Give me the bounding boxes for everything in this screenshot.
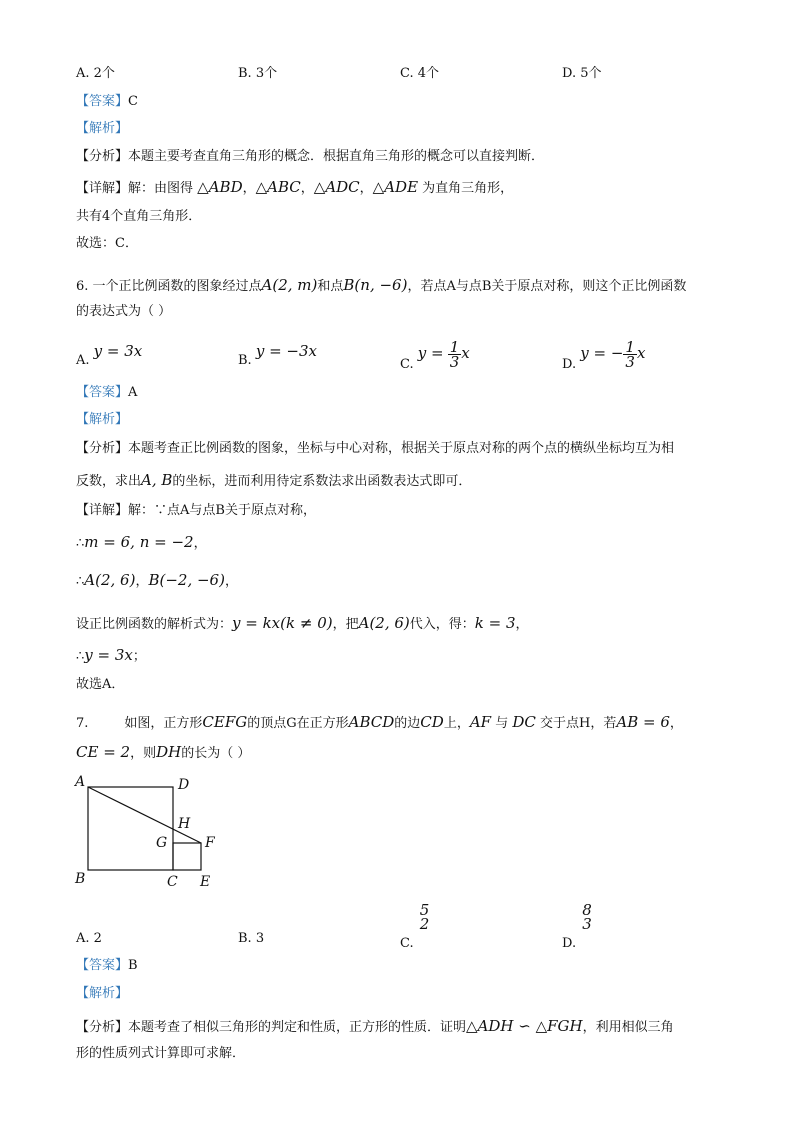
q7-square-abcd: ABCD <box>348 713 395 731</box>
q6-stem-b: ，若点A与点B关于原点对称，则这个正比例函数 <box>407 279 687 294</box>
q7-analysis-2: 形的性质列式计算即可求解． <box>76 1046 246 1061</box>
label-h: H <box>178 816 191 832</box>
label-f: F <box>205 835 215 851</box>
q6-option-c <box>400 338 470 372</box>
sep: ， <box>135 574 149 589</box>
q6-detail-5 <box>76 646 146 666</box>
q6-answer-line <box>76 384 137 402</box>
q6-point-b: B(n, −6) <box>343 276 408 294</box>
square-abcd <box>88 787 173 870</box>
q7-stem-2 <box>76 743 250 763</box>
option-label: C. <box>400 935 414 951</box>
q6-stem-1 <box>76 276 686 296</box>
q7-option-d-fraction <box>580 903 594 931</box>
option-label: A. <box>76 353 90 368</box>
q6-detail-4-k: k = 3 <box>474 614 516 632</box>
q7-stem-part: 上， <box>443 716 470 731</box>
q7-stem-part: 交于点H，若 <box>540 716 617 731</box>
analysis-tag: 【分析】 <box>76 1020 129 1035</box>
label-c: C <box>167 874 178 890</box>
q5-option-b: B. 3个 <box>238 66 278 81</box>
q7-answer: B <box>128 958 138 973</box>
q7-option-c <box>400 901 431 951</box>
detail-tag: 【详解】 <box>76 181 129 196</box>
denominator: 3 <box>582 915 592 933</box>
answer-tag: 【答案】 <box>76 958 129 973</box>
sep: ， <box>224 574 238 589</box>
q7-option-c-fraction <box>418 903 432 931</box>
q7-analysis-a-post: ，利用相似三角 <box>582 1020 674 1035</box>
q6-analysis-2 <box>76 471 471 491</box>
numerator: 5 <box>419 901 430 919</box>
q7-analysis-a-math: △ADH ∽ △FGH <box>466 1017 583 1035</box>
analysis-tag: 【分析】 <box>76 441 129 456</box>
label-e: E <box>200 874 211 890</box>
q5-detail <box>76 178 513 198</box>
sep: ， <box>669 716 683 731</box>
q7-option-b: B. 3 <box>238 931 265 946</box>
q6-detail-1 <box>76 502 316 520</box>
q6-detail-4-math: y = kx(k ≠ 0) <box>232 614 333 632</box>
sep: ； <box>132 649 146 664</box>
q7-analysis-a-pre: 本题考查了相似三角形的判定和性质，正方形的性质．证明 <box>128 1020 467 1035</box>
q5-count: 共有4个直角三角形． <box>76 209 202 224</box>
q6-analysis-b-post: 的坐标，进而利用待定系数法求出函数表达式即可． <box>172 474 472 489</box>
therefore-symbol: ∴ <box>76 574 85 589</box>
q5-answer: C <box>128 94 138 109</box>
q7-stem-part: 如图，正方形 <box>124 716 203 731</box>
q7-geometry-figure <box>70 770 230 890</box>
option-label: C. <box>400 357 414 372</box>
q5-triangle-adc: △ADC <box>313 178 360 196</box>
q6-detail-2-post: ， <box>193 536 207 551</box>
q6-detail-1-text: 解：∵点A与点B关于原点对称， <box>128 503 316 518</box>
q5-analysis <box>76 148 544 166</box>
q6-option-d-pre: y = − <box>580 344 624 362</box>
q6-option-c-fraction <box>448 340 462 369</box>
sep: ， <box>515 617 529 632</box>
option-label: D. <box>562 357 577 372</box>
denominator: 3 <box>449 353 460 371</box>
label-d: D <box>178 777 190 793</box>
label-a: A <box>75 774 86 790</box>
q6-option-a <box>76 342 143 370</box>
q6-option-b-math: y = −3x <box>255 342 317 360</box>
q5-triangle-ade: △ADE <box>372 178 419 196</box>
q6-analysis-a: 本题考查正比例函数的图象，坐标与中心对称，根据关于原点对称的两个点的横纵坐标均互为相 <box>128 441 675 456</box>
q6-analysis-b-math: A, B <box>141 471 173 489</box>
q7-stem-1 <box>76 713 683 733</box>
numerator: 1 <box>449 338 460 356</box>
q7-jiexi-tag: 【解析】 <box>76 986 129 1001</box>
numerator: 8 <box>582 901 592 919</box>
q5-triangle-abd: △ABD <box>197 178 243 196</box>
sep: ， <box>242 181 256 196</box>
q5-analysis-text: 本题主要考查直角三角形的概念．根据直角三角形的概念可以直接判断． <box>128 149 545 164</box>
q6-detail-3 <box>76 571 238 591</box>
q7-segment-dh: DH <box>156 743 182 761</box>
q6-detail-2-math: m = 6, n = −2 <box>84 533 194 551</box>
denominator: 2 <box>419 915 430 933</box>
label-b: B <box>75 871 86 887</box>
q7-square-cefg: CEFG <box>202 713 248 731</box>
q6-option-d-fraction <box>623 340 637 369</box>
q6-detail-5-math: y = 3x <box>84 646 133 664</box>
q6-option-b <box>238 342 317 370</box>
therefore-symbol: ∴ <box>76 536 85 551</box>
analysis-tag: 【分析】 <box>76 149 129 164</box>
q6-option-d-post: x <box>636 344 646 362</box>
q7-segment-af: AF <box>469 713 492 731</box>
q5-option-c: C. 4个 <box>400 66 440 81</box>
q7-analysis-1 <box>76 1017 674 1037</box>
q7-stem-part: 的长为（ ） <box>181 746 251 761</box>
q5-detail-prefix: 解：由图得 <box>128 181 194 196</box>
q6-detail-3-b: B(−2, −6) <box>148 571 225 589</box>
square-cefg <box>173 843 201 870</box>
q6-option-c-pre: y = <box>417 344 444 362</box>
segment-af <box>88 787 201 843</box>
q5-detail-suffix: 为直角三角形， <box>422 181 514 196</box>
q6-option-d <box>562 338 646 372</box>
q7-segment-dc: DC <box>512 713 536 731</box>
option-label: D. <box>562 935 577 951</box>
option-label: B. <box>238 353 252 368</box>
q6-and: 和点 <box>317 279 344 294</box>
q5-jiexi-tag: 【解析】 <box>76 121 129 136</box>
q7-number: 7. <box>76 716 89 731</box>
label-g: G <box>156 835 168 851</box>
q6-answer: A <box>128 385 138 400</box>
q6-jiexi-tag: 【解析】 <box>76 412 129 427</box>
answer-tag: 【答案】 <box>76 94 129 109</box>
detail-tag: 【详解】 <box>76 503 129 518</box>
q7-stem-part: 与 <box>495 716 509 731</box>
q7-stem-part: 的顶点G在正方形 <box>247 716 349 731</box>
q6-option-c-post: x <box>461 344 470 362</box>
q6-detail-4-pre: 设正比例函数的解析式为： <box>76 617 233 632</box>
q5-option-a: A. 2个 <box>76 66 115 81</box>
sep: ， <box>359 181 373 196</box>
q6-detail-4 <box>76 614 529 634</box>
answer-tag: 【答案】 <box>76 385 129 400</box>
therefore-symbol: ∴ <box>76 649 85 664</box>
q7-stem-part: 的边 <box>394 716 421 731</box>
sep: ， <box>300 181 314 196</box>
q6-stem-2: 的表达式为（ ） <box>76 304 172 319</box>
q7-ab-value: AB = 6 <box>616 713 670 731</box>
q6-detail-2 <box>76 533 207 553</box>
q6-detail-3-a: A(2, 6) <box>84 571 136 589</box>
q6-analysis-b-pre: 反数，求出 <box>76 474 142 489</box>
q7-segment-cd: CD <box>420 713 444 731</box>
q6-detail-4-mid: ，把 <box>332 617 359 632</box>
q6-choose: 故选A． <box>76 677 125 692</box>
q7-ce-value: CE = 2 <box>76 743 131 761</box>
q6-analysis-1 <box>76 440 674 458</box>
q7-answer-line <box>76 957 138 975</box>
q6-stem-a: 6. 一个正比例函数的图象经过点 <box>76 279 262 294</box>
q5-answer-line <box>76 93 138 111</box>
q5-choose: 故选：C． <box>76 236 138 251</box>
q6-detail-4-point: A(2, 6) <box>358 614 410 632</box>
q6-option-a-math: y = 3x <box>93 342 143 360</box>
q6-detail-4-mid2: 代入，得： <box>409 617 475 632</box>
q5-option-d: D. 5个 <box>562 66 602 81</box>
numerator: 1 <box>625 338 635 356</box>
q5-triangle-abc: △ABC <box>255 178 301 196</box>
q7-option-a: A. 2 <box>76 931 102 946</box>
q6-point-a: A(2, m) <box>261 276 318 294</box>
denominator: 3 <box>625 353 635 371</box>
q7-stem-part: ，则 <box>130 746 157 761</box>
q7-option-d <box>562 901 594 951</box>
